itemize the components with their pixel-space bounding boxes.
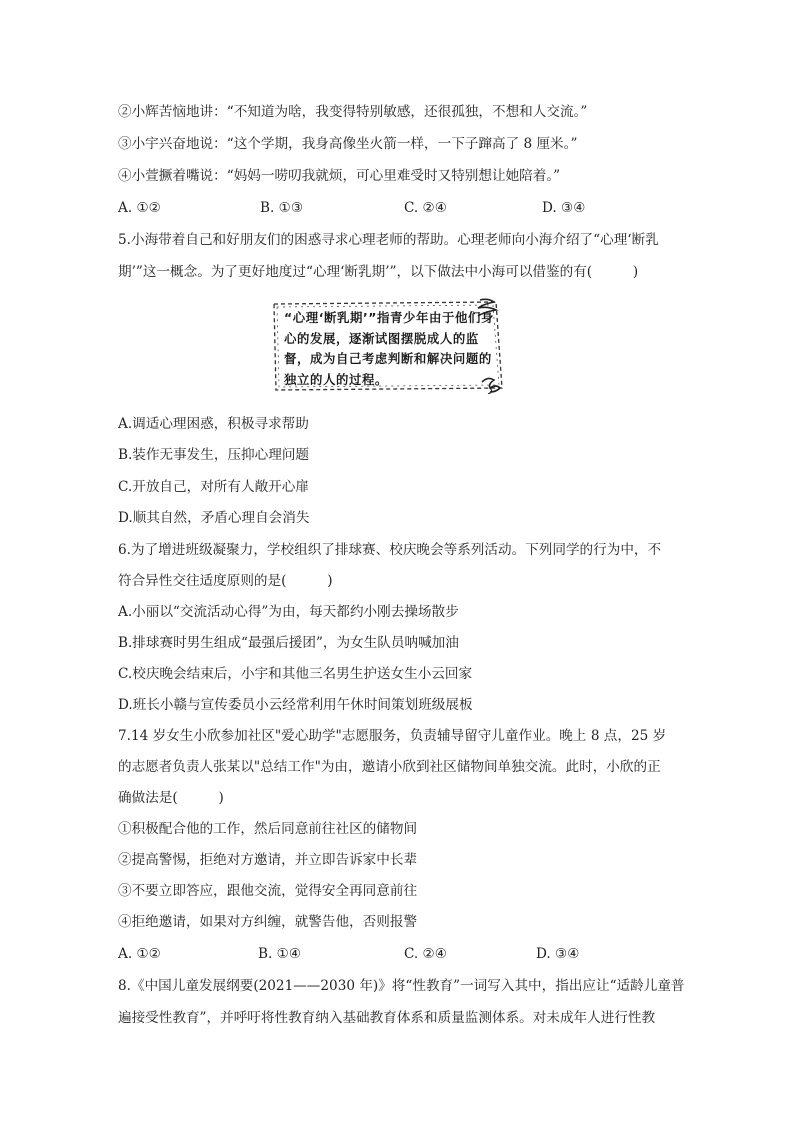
- q7-stem-line-3: 确做法是( ): [118, 790, 224, 806]
- q5-option-d: D.顺其自然，矛盾心理自会消失: [118, 510, 310, 526]
- q6-option-a: A.小丽以“交流活动心得”为由，每天都约小刚去操场散步: [118, 604, 459, 620]
- q7-stem-line-1: 7.14 岁女生小欣参加社区"爱心助学"志愿服务，负责辅导留守儿童作业。晚上 8 点，25 岁: [118, 728, 667, 744]
- q7-stem-line-2: 的志愿者负责人张某以"总结工作"为由，邀请小欣到社区储物间单独交流。此时，小欣的正: [118, 759, 661, 775]
- q6-option-d: D.班长小赣与宣传委员小云经常利用午休时间策划班级展板: [118, 697, 473, 713]
- q7-option-c: C. ②④: [404, 946, 447, 962]
- q4-option-c: C. ②④: [404, 200, 447, 216]
- q4-item-4: ④小萱撅着嘴说：“妈妈一唠叨我就烦，可心里难受时又特别想让她陪着。”: [118, 168, 561, 184]
- q4-option-d: D. ③④: [542, 200, 586, 216]
- q8-stem-line-2: 遍接受性教育”，并呼吁将性教育纳入基础教育体系和质量监测体系。对未成年人进行性教: [118, 1010, 656, 1026]
- q6-option-b: B.排球赛时男生组成“最强后援团”，为女生队员呐喊加油: [118, 635, 459, 651]
- definition-text: “心理‘断乳期’”指青少年由于他们身心的发展，逐渐试图摆脱成人的监督，成为自己考虑判断和解决问题的独立的人的过程。: [284, 310, 494, 387]
- q4-item-2: ②小辉苦恼地讲：“不知道为啥，我变得特别敏感，还很孤独，不想和人交流。”: [118, 104, 588, 120]
- q4-option-b: B. ①③: [260, 200, 304, 216]
- q4-item-3: ③小宇兴奋地说：“这个学期，我身高像坐火箭一样，一下子蹿高了 8 厘米。”: [118, 136, 578, 152]
- q6-option-c: C.校庆晚会结束后，小宇和其他三名男生护送女生小云回家: [118, 666, 473, 682]
- q7-item-4: ④拒绝邀请，如果对方纠缠，就警告他，否则报警: [118, 914, 418, 930]
- q6-stem-line-1: 6.为了增进班级凝聚力，学校组织了排球赛、校庆晚会等系列活动。下列同学的行为中，不: [118, 542, 662, 558]
- q7-item-3: ③不要立即答应，跟他交流，觉得安全再同意前往: [118, 883, 418, 899]
- q7-item-2: ②提高警惕，拒绝对方邀请，并立即告诉家中长辈: [118, 852, 418, 868]
- q5-stem-line-1: 5.小海带着自己和好朋友们的困惑寻求心理老师的帮助。心理老师向小海介绍了“心理‘断乳: [118, 232, 659, 248]
- q6-stem-line-2: 符合异性交往适度原则的是( ): [118, 573, 333, 589]
- definition-box: [268, 298, 514, 394]
- q7-option-a: A. ①②: [118, 946, 161, 962]
- q7-option-b: B. ①④: [258, 946, 302, 962]
- q7-item-1: ①积极配合他的工作，然后同意前往社区的储物间: [118, 821, 418, 837]
- q5-option-a: A.调适心理困惑，积极寻求帮助: [118, 416, 309, 432]
- q8-stem-line-1: 8.《中国儿童发展纲要(2021——2030 年)》将“性教育”一词写入其中，指出应让“适龄儿童普: [118, 978, 685, 994]
- q7-option-d: D. ③④: [536, 946, 580, 962]
- q5-option-b: B.装作无事发生，压抑心理问题: [118, 447, 310, 463]
- q5-stem-line-2: 期’”这一概念。为了更好地度过“心理‘断乳期’”，以下做法中小海可以借鉴的有( ): [118, 264, 639, 280]
- q5-option-c: C.开放自己，对所有人敞开心扉: [118, 479, 309, 495]
- q4-option-a: A. ①②: [118, 200, 161, 216]
